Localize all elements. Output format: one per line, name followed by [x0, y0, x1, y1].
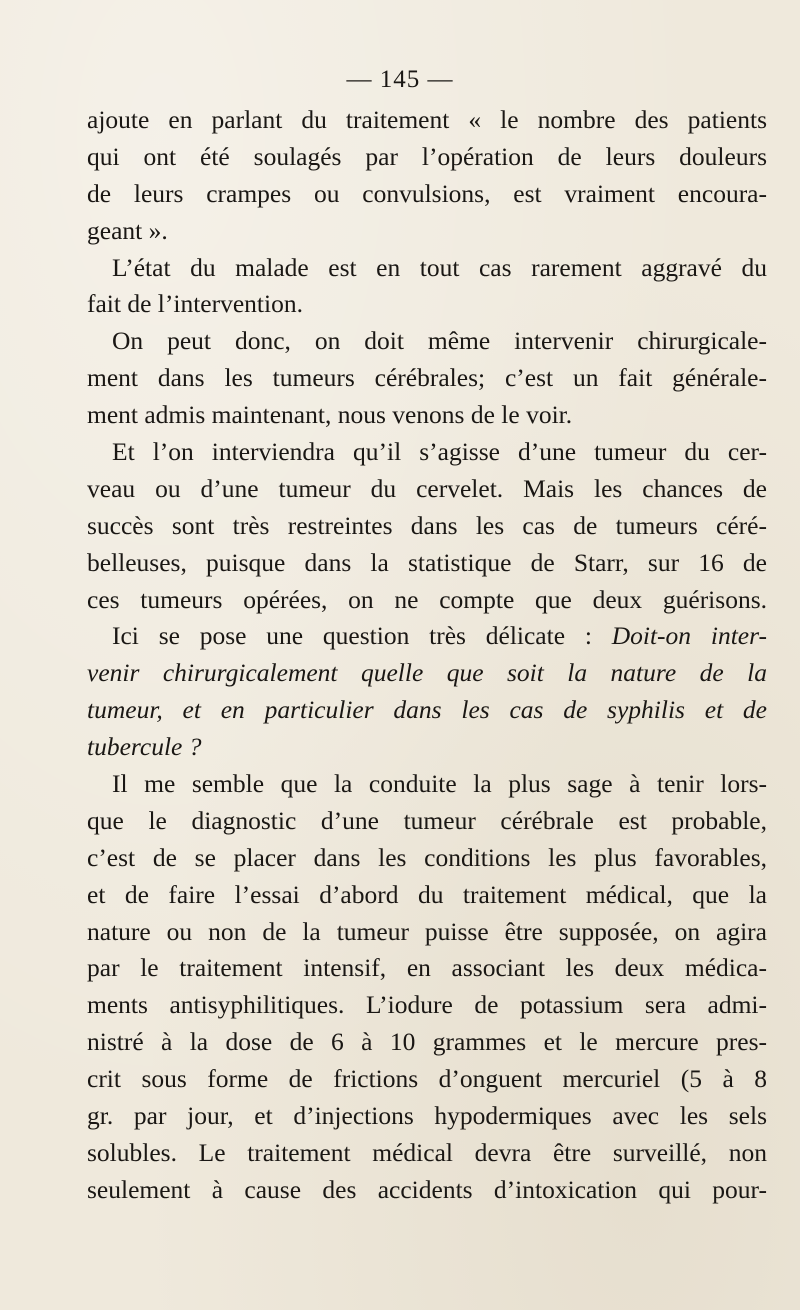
text-line [87, 950, 767, 987]
text-line [87, 1061, 767, 1098]
text-line-content: c’est de se placer dans les conditions les plus favorables, [87, 842, 767, 872]
text-line-content: tubercule ? [87, 732, 202, 762]
text-line-content: qui ont été soulagés par l’opération de leurs douleurs [87, 141, 767, 171]
text-line-content: ment admis maintenant, nous venons de le voir. [87, 400, 573, 430]
text-line [87, 508, 767, 545]
text-line-content: L’état du malade est en tout cas rarement aggravé du [112, 252, 767, 282]
text-line-content: crit sous forme de frictions d’onguent mercuriel (5 à 8 [87, 1064, 767, 1094]
text-line [87, 840, 767, 877]
body-text [87, 102, 767, 1209]
text-line-content: ment dans les tumeurs cérébrales; c’est un fait générale- [87, 363, 767, 393]
text-line [87, 1024, 767, 1061]
text-line-content: gr. par jour, et d’injections hypodermiques avec les sels [87, 1101, 767, 1131]
text-line [87, 1135, 767, 1172]
text-line [87, 655, 767, 692]
text-line-content: nature ou non de la tumeur puisse être supposée, on agira [87, 916, 767, 946]
text-line-italic: Doit-on inter- [591, 621, 767, 651]
text-line [87, 877, 767, 914]
text-line [87, 803, 767, 840]
text-line [87, 323, 767, 360]
text-line [87, 471, 767, 508]
text-line [87, 914, 767, 951]
text-line-content: succès sont très restreintes dans les cas de tumeurs céré- [87, 510, 767, 540]
text-line-content: Et l’on interviendra qu’il s’agisse d’une tumeur du cer- [112, 437, 767, 467]
text-line [87, 360, 767, 397]
text-line [87, 286, 767, 323]
text-line [87, 766, 767, 803]
text-line-content: Ici se pose une question très délicate : [112, 621, 592, 651]
text-line [87, 987, 767, 1024]
text-line-content: nistré à la dose de 6 à 10 grammes et le mercure pres- [87, 1027, 767, 1057]
text-line [87, 729, 767, 766]
text-line [87, 397, 767, 434]
text-line-content: veau ou d’une tumeur du cervelet. Mais les chances de [87, 473, 767, 503]
text-line-content: Il me semble que la conduite la plus sage à tenir lors- [112, 769, 767, 799]
page-number: — 145 — [346, 66, 454, 93]
text-line [87, 139, 767, 176]
text-line-content: tumeur, et en particulier dans les cas de syphilis et de [87, 695, 767, 725]
text-line-content: geant ». [87, 215, 168, 245]
text-line [87, 434, 767, 471]
text-line [87, 1098, 767, 1135]
text-line [87, 176, 767, 213]
text-line-content: venir chirurgicalement quelle que soit la nature de la [87, 658, 767, 688]
text-line-content: solubles. Le traitement médical devra être surveillé, non [87, 1137, 767, 1167]
text-line-content: fait de l’intervention. [87, 289, 303, 319]
text-line [87, 213, 767, 250]
text-line [87, 692, 767, 729]
text-line-content: que le diagnostic d’une tumeur cérébrale est probable, [87, 805, 767, 835]
text-line-content: et de faire l’essai d’abord du traitement médical, que la [87, 879, 767, 909]
text-line [87, 618, 767, 655]
text-line-content: ajoute en parlant du traitement « le nombre des patients [87, 105, 767, 134]
text-line-content: seulement à cause des accidents d’intoxication qui pour- [87, 1174, 767, 1204]
text-line-content: On peut donc, on doit même intervenir chirurgicale- [112, 326, 767, 356]
text-line-content: ces tumeurs opérées, on ne compte que deux guérisons. [87, 584, 767, 614]
text-line [87, 1172, 767, 1209]
text-line-content: de leurs crampes ou convulsions, est vraiment encoura- [87, 178, 767, 208]
text-line [87, 545, 767, 582]
text-line [87, 250, 767, 287]
text-line [87, 582, 767, 619]
text-line-content: ments antisyphilitiques. L’iodure de potassium sera admi- [87, 990, 767, 1020]
text-line-content: belleuses, puisque dans la statistique de Starr, sur 16 de [87, 547, 767, 577]
text-line [87, 102, 767, 139]
text-line-content: par le traitement intensif, en associant les deux médica- [87, 953, 767, 983]
